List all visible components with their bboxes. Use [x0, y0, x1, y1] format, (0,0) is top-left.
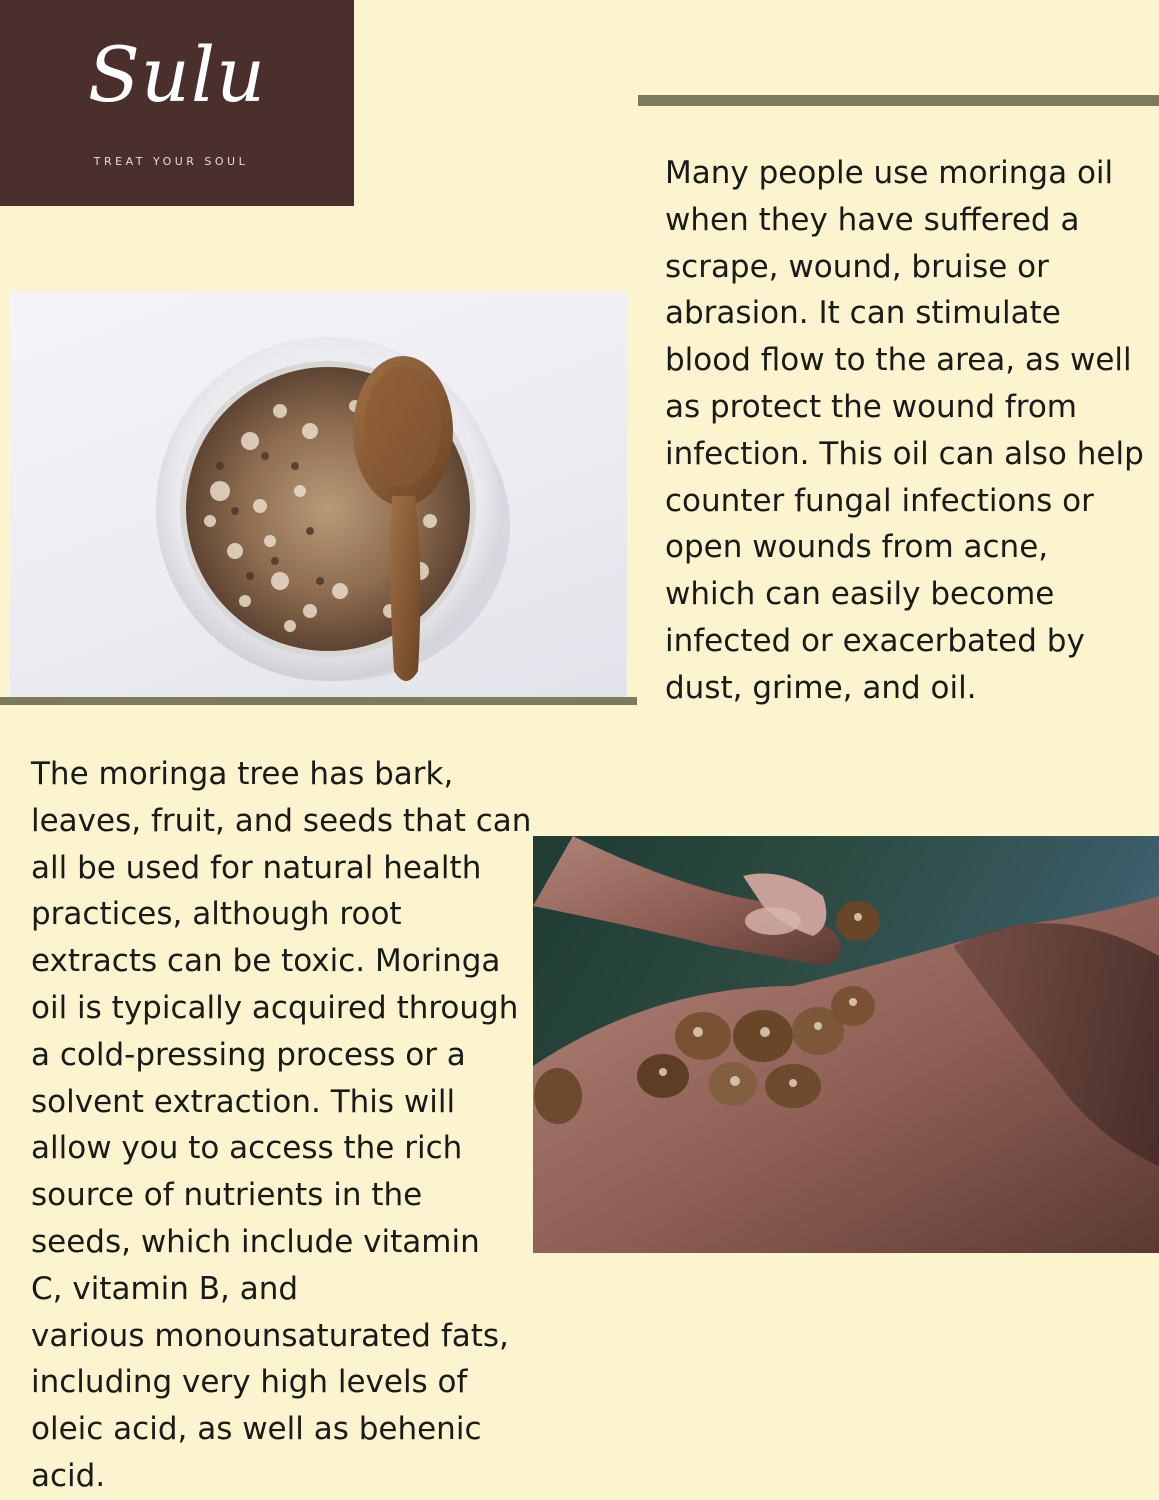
brand-logo-block [0, 0, 354, 206]
bowl-illustration [10, 291, 627, 697]
moringa-tree-paragraph: The moringa tree has bark, leaves, fruit, and seeds that can all be used for natural health practices, although root extracts can be toxic. Moringa oil is typically acquired through a cold-pressing process or a solvent extraction. This will allow you to access the rich source of nutrients in the seeds, which include vitamin C, vitamin B, and various monounsaturated fats, including very high levels of oleic acid, as well as behenic acid. [31, 756, 532, 1494]
hands-holding-seeds-photo [533, 836, 1159, 1253]
hands-illustration [533, 836, 1159, 1253]
middle-divider-rule [0, 697, 637, 705]
top-divider-rule [638, 95, 1159, 106]
moringa-seeds-bowl-photo [10, 291, 627, 697]
brand-logo-wordmark: Sulu [87, 30, 267, 119]
wound-care-paragraph: Many people use moringa oil when they have suffered a scrape, wound, bruise or abrasion. It can stimulate blood flow to the area, as well as protect the wound from infection. This oil can also help counter fungal infections or open wounds from acne, which can easily become infected or exacerbated by dust, grime, and oil. [665, 155, 1144, 706]
brand-tagline: TREAT YOUR SOUL [93, 155, 249, 168]
